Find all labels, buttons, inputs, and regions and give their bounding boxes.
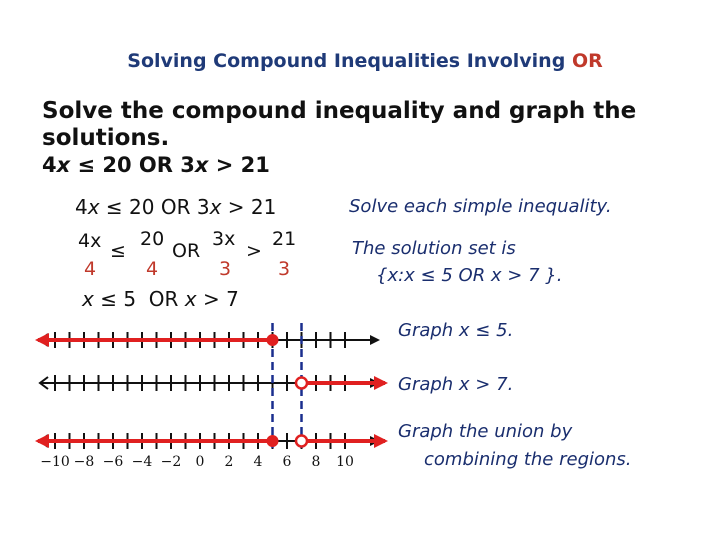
step2-numerator-3x: 3x — [212, 228, 236, 250]
tick-label: −10 — [40, 454, 70, 470]
step2-denominator-2: 4 — [146, 258, 159, 280]
tick-label: −8 — [73, 454, 95, 470]
prompt-ineq-var2: x — [194, 153, 209, 177]
solution-set-value: {x:x ≤ 5 OR x > 7 }. — [376, 265, 563, 286]
step1-a: 4 — [75, 195, 88, 219]
step2-numerator-4x: 4x — [78, 230, 102, 252]
open-point-7 — [296, 378, 307, 389]
title-main: Solving Compound Inequalities Involving — [127, 50, 566, 72]
prompt-ineq-var1: x — [56, 153, 71, 177]
step3-a: ≤ 5 OR — [93, 287, 185, 311]
step2-denominator-1: 4 — [84, 258, 97, 280]
step2-denominator-4: 3 — [278, 258, 291, 280]
graph1-note: Graph x ≤ 5. — [398, 320, 514, 341]
step2-numerator-21: 21 — [272, 228, 297, 250]
step3-var1: x — [82, 287, 94, 311]
step2-numerator-20: 20 — [140, 228, 165, 250]
tick-label: 8 — [311, 454, 321, 470]
tick-label: 4 — [253, 454, 263, 470]
step2-rel-le: ≤ — [110, 240, 126, 262]
prompt-ineq-right: > 21 — [208, 153, 270, 177]
tick-label: −2 — [160, 454, 182, 470]
tick-label: 6 — [282, 454, 292, 470]
step2-or: OR — [172, 240, 201, 262]
tick-label: 10 — [336, 454, 354, 470]
step1-note: Solve each simple inequality. — [349, 196, 612, 217]
step1-b: ≤ 20 OR 3 — [99, 195, 210, 219]
prompt-ineq-mid: ≤ 20 OR 3 — [70, 153, 195, 177]
closed-point-5 — [267, 335, 278, 346]
title-accent: OR — [571, 50, 603, 72]
tick-label: 2 — [224, 454, 234, 470]
step2-rel-gt: > — [246, 240, 262, 262]
tick-label: −6 — [102, 454, 124, 470]
prompt-ineq-a: 4 — [42, 153, 57, 177]
number-lines-layer — [38, 323, 385, 449]
step1-var1: x — [87, 195, 100, 219]
union-note-line1: Graph the union by — [398, 421, 573, 442]
union-note-line2: combining the regions. — [424, 449, 632, 470]
graph2-note: Graph x > 7. — [398, 374, 514, 395]
solution-set-label: The solution set is — [352, 238, 516, 259]
union-closed-point-5 — [267, 436, 278, 447]
step1-var2: x — [209, 195, 222, 219]
tick-label: 0 — [195, 454, 205, 470]
union-open-point-7 — [296, 436, 307, 447]
prompt-line2: solutions. — [42, 125, 170, 151]
step1-c: > 21 — [221, 195, 277, 219]
step2-denominator-3: 3 — [219, 258, 232, 280]
step3-var2: x — [184, 287, 197, 311]
step3-b: > 7 — [196, 287, 239, 311]
tick-labels — [40, 454, 354, 470]
tick-label: −4 — [131, 454, 153, 470]
prompt-line1: Solve the compound inequality and graph the — [42, 98, 637, 124]
